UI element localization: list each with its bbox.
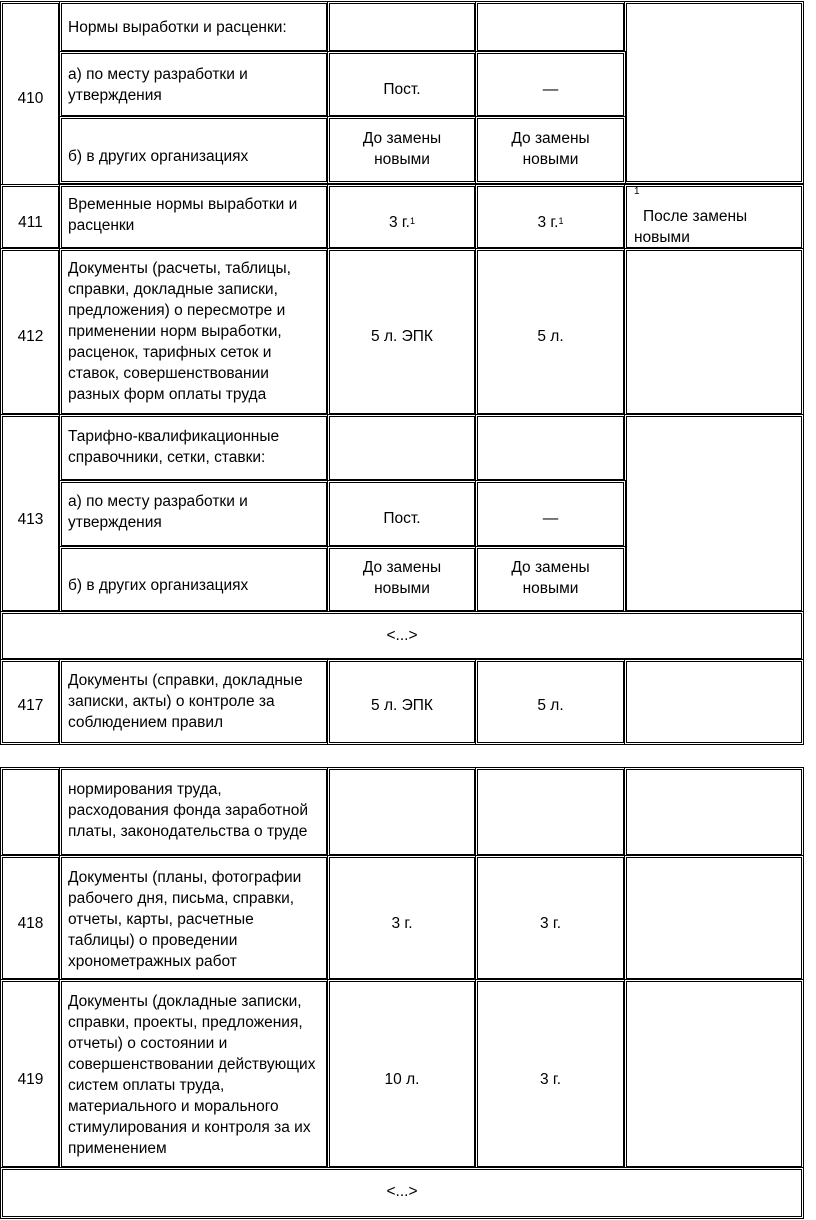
row-number: 418 [17,915,44,932]
row-412-term-org [327,248,477,416]
omitted-rows-cell [0,1167,804,1219]
continuation-note-cell [624,767,804,857]
row-title: нормирования труда, расходования фонда заработной платы, законодательства о труде [68,781,309,840]
continuation-title-cell [59,767,329,857]
omitted-rows-marker: <...> [386,1183,418,1200]
row-411-term-other [475,184,626,250]
storage-term: 5 л. [537,328,564,345]
storage-term: До замены новыми [511,559,590,597]
row-417-term-other [475,659,626,745]
row-417-term-org [327,659,477,745]
row-number: 410 [17,90,44,107]
row-410b-term-other [475,116,626,184]
row-title: Нормы выработки и расценки: [68,19,287,36]
row-413-note-cell [624,414,804,613]
storage-term: — [542,510,559,527]
continuation-term-org [327,767,477,857]
storage-term-wrap [328,212,476,233]
row-title: Тарифно-квалификационные справочники, сетки, ставки: [68,428,280,466]
row-417-title-cell [59,659,329,745]
storage-term: 10 л. [384,1071,420,1088]
footnote-mark: 1 [409,216,415,226]
storage-term: 5 л. [537,697,564,714]
row-419-term-other [475,979,626,1169]
row-413a-term-other [475,480,626,548]
row-411-note-cell [624,184,804,250]
storage-term: Пост. [383,510,421,527]
storage-term: 3 г. [391,915,413,932]
row-title: б) в других организациях [68,148,249,165]
row-410b-term-org [327,116,477,184]
row-title: б) в других организациях [68,577,249,594]
storage-term-wrap [476,212,625,233]
row-413a-term-org [327,480,477,548]
row-title: а) по месту разработки и утверждения [68,66,248,104]
continuation-term-other [475,767,626,857]
storage-term: До замены новыми [511,130,590,168]
row-413-number-cell [0,414,61,613]
storage-term: До замены новыми [362,130,442,168]
row-411-title-cell [59,184,329,250]
row-410-header-term-other [475,1,626,53]
row-419-title-cell [59,979,329,1169]
row-410a-term-other [475,51,626,118]
row-419-note-cell [624,979,804,1169]
continuation-number-cell [0,767,61,857]
storage-term: 3 г. [388,214,410,231]
row-note: После замены новыми [634,208,748,246]
row-411-number-cell [0,184,61,250]
row-417-note-cell [624,659,804,745]
row-413b-term-org [327,546,477,613]
storage-term: 5 л. ЭПК [371,328,433,345]
row-413-header-cell [59,414,329,482]
row-title: Документы (планы, фотографии рабочего дня, письма, справки, отчеты, карты, расчетные таблицы) о проведении хронометражных работ [68,869,302,970]
footnote-mark: 1 [634,186,640,197]
row-413b-title-cell [59,546,329,613]
row-419-term-org [327,979,477,1169]
omitted-rows-cell [0,611,804,661]
storage-term: 3 г. [537,214,559,231]
row-number: 413 [17,511,44,528]
row-413-header-term-other [475,414,626,482]
row-413-header-term-org [327,414,477,482]
row-412-title-cell [59,248,329,416]
row-title: Документы (докладные записки, справки, проекты, предложения, отчеты) о состоянии и совершенствовании действующих систем оплаты труда, материального и морального стимулирования и контроля за их применением [68,993,316,1157]
row-418-term-other [475,855,626,981]
row-413a-title-cell [59,480,329,548]
storage-term: 3 г. [540,1071,561,1088]
row-419-number-cell [0,979,61,1169]
omitted-rows-marker: <...> [386,627,418,644]
row-title: а) по месту разработки и утверждения [68,493,248,531]
row-413b-term-other [475,546,626,613]
row-410-header-term-org [327,1,477,53]
row-410a-title-cell [59,51,329,118]
row-number: 411 [18,214,43,231]
row-418-term-org [327,855,477,981]
row-title: Документы (расчеты, таблицы, справки, докладные записки, предложения) о пересмотре и применении норм выработки, расценок, тарифных сеток и ставок, совершенствовании разных форм оплаты труда [68,260,291,403]
footnote-mark: 1 [558,216,564,226]
row-412-term-other [475,248,626,416]
row-title: Документы (справки, докладные записки, акты) о контроле за соблюдением правил [68,672,303,731]
row-411-term-org [327,184,477,250]
row-number: 417 [17,697,44,714]
row-412-note-cell [624,248,804,416]
row-number: 419 [17,1071,44,1088]
row-418-title-cell [59,855,329,981]
row-417-number-cell [0,659,61,745]
row-title: Временные нормы выработки и расценки [68,196,298,234]
row-418-note-cell [624,855,804,981]
row-410-header-cell [59,1,329,53]
row-410a-term-org [327,51,477,118]
storage-term: 5 л. ЭПК [371,697,433,714]
row-number: 412 [17,328,44,345]
row-410b-title-cell [59,116,329,184]
row-412-number-cell [0,248,61,416]
row-418-number-cell [0,855,61,981]
storage-term: До замены новыми [362,559,442,597]
storage-term: 3 г. [540,915,561,932]
storage-term: — [542,81,559,98]
storage-term: Пост. [383,81,421,98]
row-410-note-cell [624,1,804,184]
